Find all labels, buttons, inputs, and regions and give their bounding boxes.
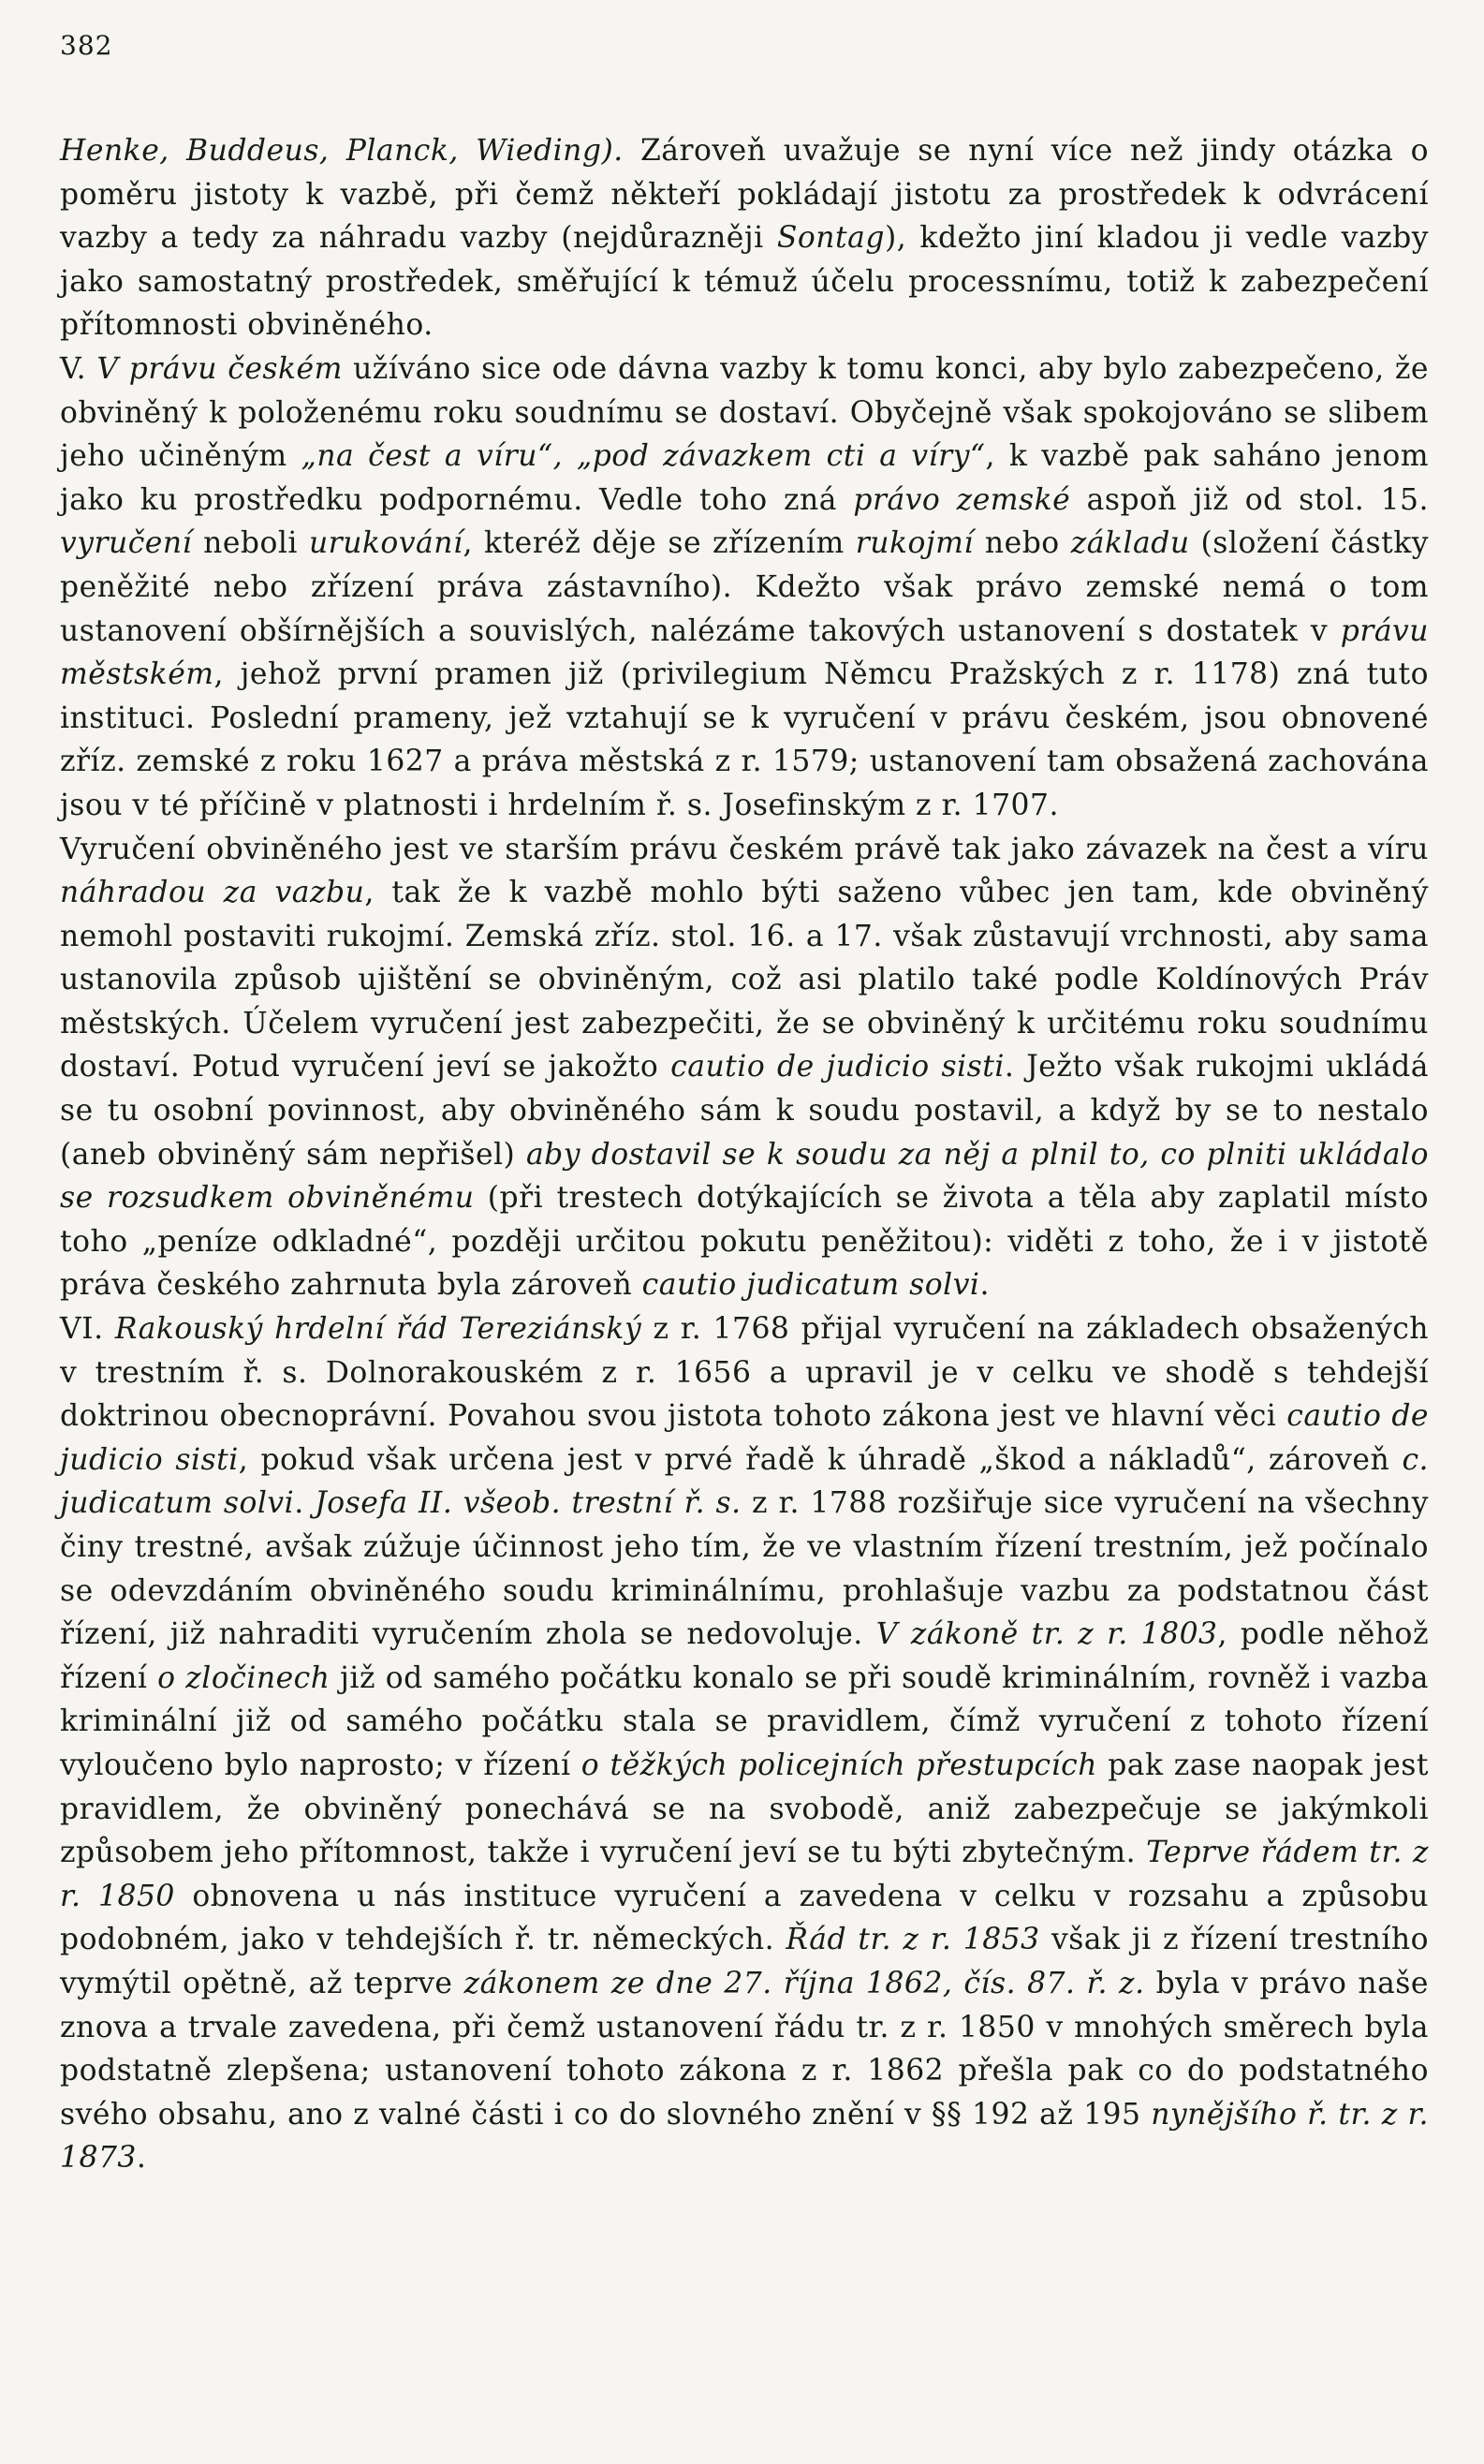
- emphasis-text: Josefa II. všeob. trestní ř. s.: [315, 1486, 742, 1521]
- text-run: , jehož první pramen již (privilegium Němcu Pražských z r. 1178) zná tuto instituci. Poslední prameny, jež vztahují se k vyručení v právu českém, jsou obnovené zříz. zemské z roku 1627 a práva městská z r. 1579; ustanovení tam obsažená zachována jsou v té příčině v platnosti i hrdelním ř. s. Josefinským z r. 1707.: [60, 657, 1429, 822]
- emphasis-text: Teprve řádem tr. z r. 1850: [60, 1836, 1429, 1913]
- text-run: neboli: [192, 526, 309, 561]
- text-run: .: [136, 2141, 147, 2176]
- text-run: V.: [60, 351, 97, 386]
- emphasis-text: cautio judicatum solvi: [641, 1268, 980, 1303]
- text-run: , k vazbě pak saháno jenom jako ku prostředku podpornému. Vedle toho zná: [60, 439, 1429, 517]
- paragraph: [60, 828, 1429, 1308]
- emphasis-text: zákonem ze dne 27. října 1862, čís. 87. ř. z.: [463, 1966, 1145, 2000]
- paragraph: [60, 347, 1429, 828]
- text-run: Zároveň uvažuje se nyní více než jindy otázka o poměru jistoty k vazbě, při čemž někteří pokládají jistotu za prostředek k odvrácení vazby a tedy za náhradu vazby (nejdůrazněji: [60, 134, 1429, 256]
- emphasis-text: „na čest a víru“, „pod závazkem cti a víry“: [301, 439, 986, 474]
- text-run: .: [979, 1268, 990, 1303]
- emphasis-text: Rakouský hrdelní řád Tereziánský: [114, 1312, 642, 1347]
- text-run: .: [294, 1486, 316, 1521]
- text-run: , tak že k vazbě mohlo býti saženo vůbec jen tam, kde obviněný nemohl postaviti rukojmí. Zemská zříz. stol. 16. a 17. však zůstavují vrchnosti, aby sama ustanovila způsob ujištění se obviněným, což asi platilo také podle Koldínových Práv městských. Účelem vyručení jest zabezpečiti, že se obviněný k určitému roku soudnímu dostaví. Potud vyručení jeví se jakožto: [60, 876, 1429, 1084]
- emphasis-text: nynějšího ř. tr. z r. 1873: [60, 2097, 1429, 2176]
- text-run: nebo: [973, 526, 1071, 561]
- text-run: z r. 1788 rozšiřuje sice vyručení na všechny činy trestné, avšak zúžuje účinnost jeho tím, že ve vlastním řízení trestním, jež počínalo se odevzdáním obviněného soudu kriminálnímu, prohlašuje vazbu za podstatnou část řízení, již nahraditi vyručením zhola se nedovoluje.: [60, 1486, 1429, 1652]
- text-run: z r. 1768 přijal vyručení na základech obsažených v trestním ř. s. Dolnorakouském z r. 1656 a upravil je v celku ve shodě s tehdejší doktrinou obecnoprávní. Povahou svou jistota tohoto zákona jest ve hlavní věci: [60, 1312, 1430, 1434]
- emphasis-text: právu městském: [60, 613, 1429, 692]
- paragraph: [60, 1307, 1429, 2180]
- emphasis-text: náhradou za vazbu: [60, 876, 365, 910]
- body-text: [60, 129, 1429, 2180]
- paragraph: [60, 129, 1429, 347]
- text-run: aspoň již od stol. 15.: [1070, 482, 1429, 517]
- emphasis-text: cautio de judicio sisti: [60, 1399, 1429, 1477]
- emphasis-text: aby dostavil se k soudu za něj a plnil to, co plniti ukládalo se rozsudkem obviněnému: [60, 1137, 1429, 1216]
- text-run: obnovena u nás instituce vyručení a zavedena v celku v rozsahu a způsobu podobném, jako v tehdejších ř. tr. německých.: [60, 1879, 1429, 1957]
- emphasis-text: urukování: [308, 526, 463, 561]
- text-run: užíváno sice ode dávna vazby k tomu konci, aby bylo zabezpečeno, že obviněný k položenému roku soudnímu se dostaví. Obyčejně však spokojováno se slibem jeho učiněným: [60, 351, 1430, 474]
- emphasis-text: c. judicatum solvi: [60, 1442, 1429, 1521]
- text-run: byla v právo naše znova a trvale zavedena, při čemž ustanovení řádu tr. z r. 1850 v mnohých směrech byla podstatně zlepšena; ustanovení tohoto zákona z r. 1862 přešla pak co do podstatného svého obsahu, ano z valné části i co do slovného znění v §§ 192 až 195: [60, 1966, 1429, 2132]
- emphasis-text: Řád tr. z r. 1853: [786, 1923, 1040, 1957]
- emphasis-text: Sontag: [776, 221, 885, 256]
- text-run: však ji z řízení trestního vymýtil opětně, až teprve: [60, 1923, 1429, 2000]
- emphasis-text: o těžkých policejních přestupcích: [580, 1748, 1097, 1782]
- emphasis-text: vyručení: [60, 526, 193, 561]
- text-run: VI.: [60, 1312, 115, 1347]
- emphasis-text: cautio de judicio sisti: [670, 1050, 1005, 1084]
- text-run: (při trestech dotýkajících se života a těla aby zaplatil místo toho „peníze odkladné“, později určitou pokutu peněžitou): viděti z toho, že i v jistotě práva českého zahrnuta byla zároveň: [60, 1181, 1429, 1303]
- emphasis-text: základu: [1070, 526, 1190, 561]
- text-run: , podle něhož řízení: [60, 1617, 1429, 1695]
- text-run: , kteréž děje se zřízením: [463, 526, 856, 561]
- emphasis-text: rukojmí: [855, 526, 974, 561]
- emphasis-text: o zločinech: [157, 1660, 331, 1695]
- page-number: 382: [60, 30, 113, 61]
- text-run: (složení částky peněžité nebo zřízení práva zástavního). Kdežto však právo zemské nemá o tom ustanovení obšírnějších a souvislých, nalézáme takových ustanovení s dostatek v: [60, 526, 1429, 648]
- text-run: již od samého počátku konalo se při soudě kriminálním, rovněž i vazba kriminální již od samého počátku stala se pravidlem, čímž vyručení z tohoto řízení vyloučeno bylo naprosto; v řízení: [60, 1660, 1429, 1782]
- text-run: pak zase naopak jest pravidlem, že obviněný ponechává se na svobodě, aniž zabezpečuje se jakýmkoli způsobem jeho přítomnost, takže i vyručení jeví se tu býti zbytečným.: [60, 1748, 1429, 1870]
- emphasis-text: V právu českém: [96, 351, 343, 386]
- text-run: ), kdežto jiní kladou ji vedle vazby jako samostatný prostředek, směřující k témuž účelu processnímu, totiž k zabezpečení přítomnosti obviněného.: [60, 221, 1429, 343]
- emphasis-text: právo zemské: [853, 482, 1071, 517]
- text-run: Vyručení obviněného jest ve starším právu českém právě tak jako závazek na čest a víru: [60, 832, 1429, 866]
- text-run: , pokud však určena jest v prvé řadě k úhradě „škod a nákladů“, zároveň: [238, 1442, 1403, 1477]
- text-run: . Ježto však rukojmi ukládá se tu osobní povinnost, aby obviněného sám k soudu postavil, a když by se to nestalo (aneb obviněný sám nepřišel): [60, 1050, 1429, 1172]
- emphasis-text: Henke, Buddeus, Planck, Wieding).: [60, 134, 624, 168]
- emphasis-text: V zákoně tr. z r. 1803: [875, 1617, 1218, 1652]
